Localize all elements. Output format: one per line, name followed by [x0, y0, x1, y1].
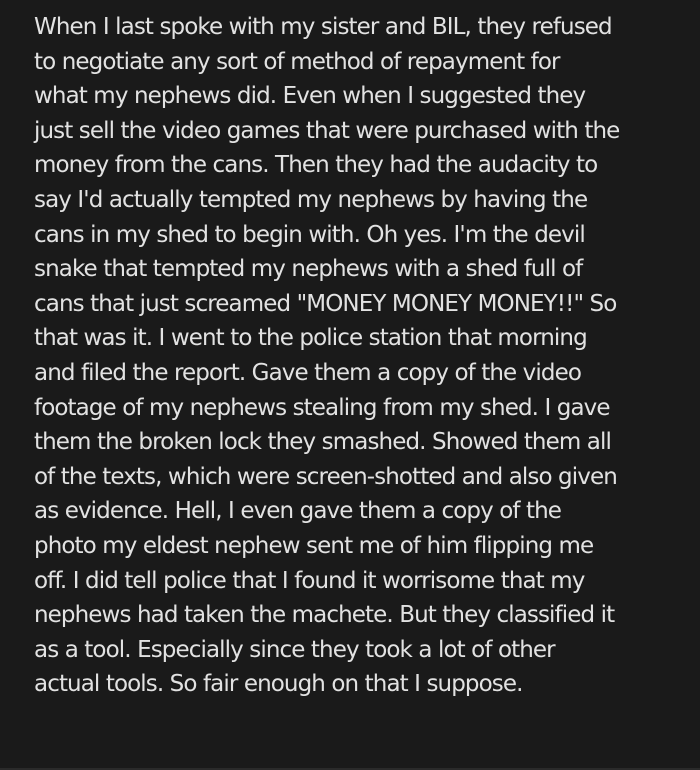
post-line: cans in my shed to begin with. Oh yes. I'm the devil — [34, 221, 585, 248]
post-line: photo my eldest nephew sent me of him flipping me — [34, 532, 594, 559]
post-line: When I last spoke with my sister and BIL, they refused — [34, 14, 612, 40]
post-line: money from the cans. Then they had the audacity to — [34, 152, 598, 179]
post-line: snake that tempted my nephews with a shed full of — [34, 256, 583, 283]
post-line: and filed the report. Gave them a copy of the video — [34, 359, 582, 386]
post-line: just sell the video games that were purchased with the — [34, 117, 620, 144]
post-body-text — [34, 10, 680, 702]
post-line: as a tool. Especially since they took a lot of other — [34, 636, 555, 663]
post-line: footage of my nephews stealing from my shed. I gave — [34, 394, 610, 421]
post-line: to negotiate any sort of method of repayment for — [34, 48, 560, 75]
post-line: nephews had taken the machete. But they classified it — [34, 602, 615, 629]
post-line: that was it. I went to the police station that morning — [34, 325, 587, 352]
post-line: as evidence. Hell, I even gave them a copy of the — [34, 498, 562, 525]
post-line: of the texts, which were screen-shotted and also given — [34, 463, 617, 490]
post-line: say I'd actually tempted my nephews by having the — [34, 186, 588, 213]
post-line: them the broken lock they smashed. Showed them all — [34, 429, 611, 456]
post-line: what my nephews did. Even when I suggested they — [34, 83, 586, 110]
post-line: off. I did tell police that I found it worrisome that my — [34, 567, 585, 594]
post-line: actual tools. So fair enough on that I suppose. — [34, 671, 523, 698]
post-line: cans that just screamed "MONEY MONEY MONEY!!" So — [34, 290, 617, 317]
